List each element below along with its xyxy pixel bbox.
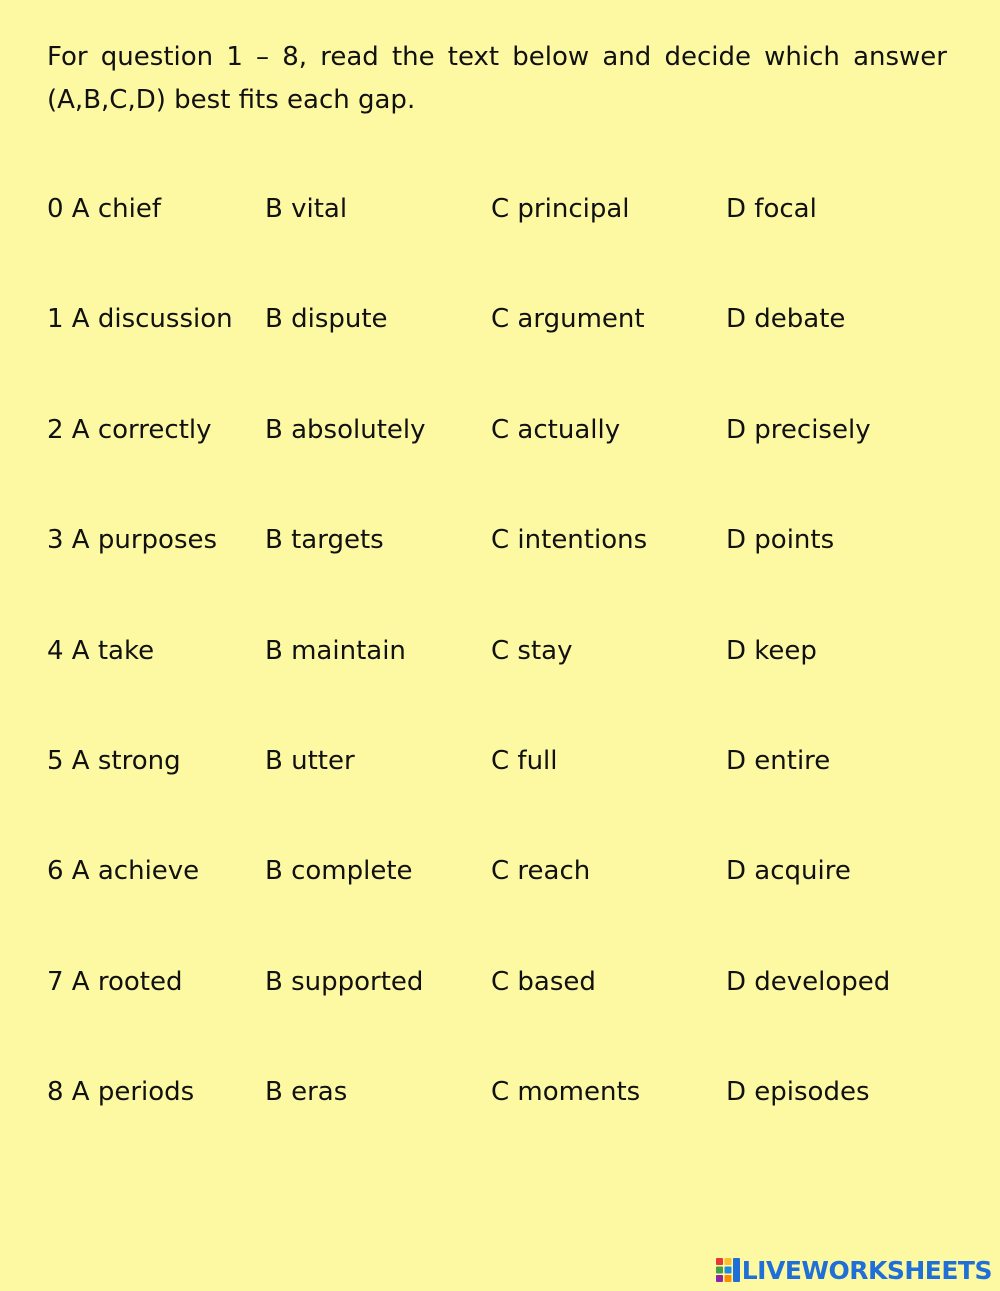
option-a: 5 A strong bbox=[47, 745, 181, 776]
option-c: C actually bbox=[491, 414, 621, 445]
instructions-text: For question 1 – 8, read the text below and decide which answer (A,B,C,D) best fits each gap. bbox=[47, 42, 947, 115]
option-d: D entire bbox=[726, 745, 831, 776]
option-b: B complete bbox=[265, 856, 413, 887]
option-b: B maintain bbox=[265, 635, 406, 666]
option-d: D points bbox=[726, 525, 835, 556]
option-c: C full bbox=[491, 745, 558, 776]
option-c: C moments bbox=[491, 1077, 641, 1108]
option-c: C intentions bbox=[491, 525, 648, 556]
option-c: C principal bbox=[491, 194, 630, 224]
option-b: B dispute bbox=[265, 304, 388, 335]
option-a: 7 A rooted bbox=[47, 966, 183, 997]
option-a: 0 A chief bbox=[47, 194, 162, 224]
logo-text: LIVEWORKSHEETS bbox=[741, 1255, 992, 1285]
option-b: B absolutely bbox=[265, 414, 426, 445]
question-row-1 bbox=[47, 294, 947, 404]
question-row-8 bbox=[47, 1067, 947, 1177]
option-d: D precisely bbox=[726, 414, 871, 445]
option-a: 1 A discussion bbox=[47, 304, 233, 335]
option-c: C argument bbox=[491, 304, 645, 335]
option-b: B targets bbox=[265, 525, 384, 556]
answer-options-grid bbox=[47, 184, 947, 1178]
option-c: C reach bbox=[491, 856, 591, 887]
option-c: C based bbox=[491, 966, 596, 997]
option-d: D acquire bbox=[726, 856, 851, 887]
option-b: B utter bbox=[265, 745, 355, 776]
option-a: 8 A periods bbox=[47, 1077, 195, 1108]
option-b: B eras bbox=[265, 1077, 348, 1108]
option-d: D episodes bbox=[726, 1077, 870, 1108]
question-row-2 bbox=[47, 405, 947, 515]
question-row-6 bbox=[47, 846, 947, 956]
option-d: D developed bbox=[726, 966, 891, 997]
option-a: 3 A purposes bbox=[47, 525, 218, 556]
option-b: B vital bbox=[265, 194, 348, 224]
question-row-7 bbox=[47, 957, 947, 1067]
option-c: C stay bbox=[491, 635, 573, 666]
liveworksheets-logo[interactable] bbox=[716, 1255, 992, 1285]
option-d: D focal bbox=[726, 194, 817, 224]
option-d: D debate bbox=[726, 304, 846, 335]
question-row-5 bbox=[47, 736, 947, 846]
question-row-3 bbox=[47, 515, 947, 625]
option-a: 6 A achieve bbox=[47, 856, 200, 887]
question-row-0 bbox=[47, 184, 947, 294]
option-a: 2 A correctly bbox=[47, 414, 212, 445]
question-row-4 bbox=[47, 626, 947, 736]
option-d: D keep bbox=[726, 635, 817, 666]
option-b: B supported bbox=[265, 966, 424, 997]
liveworksheets-logo-icon bbox=[716, 1258, 740, 1282]
option-a: 4 A take bbox=[47, 635, 155, 666]
